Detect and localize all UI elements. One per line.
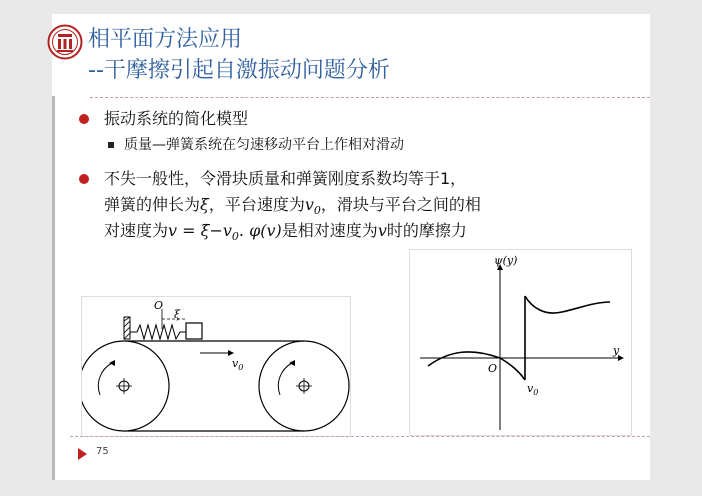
slider-mass bbox=[186, 323, 202, 339]
title-divider bbox=[90, 97, 650, 98]
sub-bullet-text: 质量—弹簧系统在匀速移动平台上作相对滑动 bbox=[124, 137, 404, 153]
figure-belt-model bbox=[81, 296, 351, 437]
slide-title bbox=[88, 24, 390, 86]
friction-curve-negative bbox=[428, 352, 525, 380]
v-symbol: v bbox=[377, 221, 387, 240]
bullet-2-line-2-a: 弹簧的伸长为 bbox=[104, 195, 201, 214]
psi-axis-label: ψ(y) bbox=[494, 254, 518, 267]
friction-curve-positive bbox=[525, 296, 610, 313]
bullet-dot-1 bbox=[79, 114, 89, 124]
label-o: O bbox=[154, 299, 164, 312]
footer-divider bbox=[70, 436, 650, 437]
bullet-2-line-1: 不失一般性，令滑块质量和弹簧刚度系数均等于1， bbox=[104, 169, 467, 188]
footer-triangle-icon bbox=[78, 448, 87, 460]
y-axis-label: y bbox=[613, 344, 620, 357]
belt-model-diagram bbox=[82, 297, 350, 436]
bullet-1-text: 振动系统的简化模型 bbox=[104, 109, 249, 128]
v0-base: v bbox=[304, 195, 314, 214]
bullet-2-line-2-c: ，滑块与平台之间的相 bbox=[320, 195, 481, 214]
university-logo-icon bbox=[47, 24, 83, 60]
sub-bullet-square bbox=[108, 142, 114, 148]
page-number: 75 bbox=[96, 446, 109, 457]
title-line-1: 相平面方法应用 bbox=[88, 27, 243, 52]
origin-label: O bbox=[488, 362, 498, 375]
v0-subscript: 0 bbox=[313, 204, 321, 218]
equation-subscript: 0 bbox=[231, 230, 239, 244]
bullet-2-line-2-b: ，平台速度为 bbox=[208, 195, 305, 214]
xi-symbol: ξ bbox=[200, 195, 209, 214]
left-accent-bar bbox=[52, 96, 55, 480]
bullet-2-line-3 bbox=[104, 218, 467, 250]
v0-symbol bbox=[304, 195, 321, 218]
bullet-dot-2 bbox=[79, 174, 89, 184]
bullet-2-line-3-d: 时的摩擦力 bbox=[386, 221, 467, 240]
equation-phi: . φ(v) bbox=[238, 221, 282, 240]
title-line-2: --干摩擦引起自激振动问题分析 bbox=[88, 58, 390, 83]
bullet-2-line-3-a: 对速度为 bbox=[104, 221, 169, 240]
figure-friction-curve bbox=[409, 249, 632, 436]
label-xi: ξ bbox=[174, 308, 181, 321]
relative-velocity-equation bbox=[168, 221, 282, 244]
label-v0: $v_0$ bbox=[232, 357, 244, 372]
bullet-2-line-3-c: 是相对速度为 bbox=[281, 221, 378, 240]
friction-curve-diagram bbox=[410, 250, 631, 435]
velocity-arrowhead bbox=[228, 350, 234, 356]
equation-main: v = ξ̇−v bbox=[168, 221, 232, 240]
v0-label: $v_0$ bbox=[527, 382, 539, 397]
spring-icon bbox=[130, 325, 186, 339]
